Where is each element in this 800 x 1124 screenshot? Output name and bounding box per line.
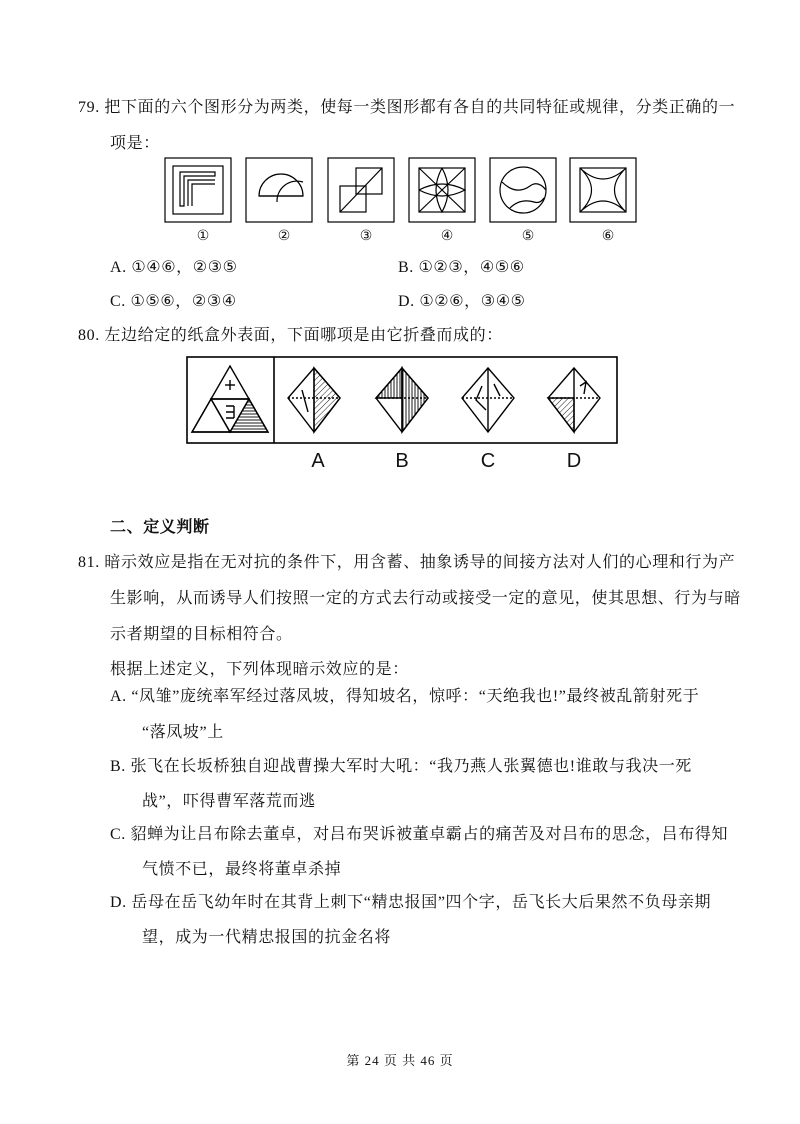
q81-option-d-line2[interactable]: 望，成为一代精忠报国的抗金名将 <box>142 929 392 946</box>
q81-stem-line2: 生影响，从而诱导人们按照一定的方式去行动或接受一定的意见，使其思想、行为与暗 <box>110 590 741 607</box>
q79-figure-label-5: ⑤ <box>521 228 535 244</box>
q79-stem-line1: 79. 把下面的六个图形分为两类，使每一类图形都有各自的共同特征或规律，分类正确的一 <box>78 99 736 116</box>
q79-figure-label-6: ⑥ <box>601 228 615 244</box>
q79-figure-label-4: ④ <box>440 228 454 244</box>
q81-option-a-line1[interactable]: A. “凤雏”庞统率军经过落凤坡，得知坡名，惊呼：“天绝我也!”最终被乱箭射死于 <box>110 688 700 705</box>
q79-figure-4 <box>409 158 475 222</box>
q81-prompt: 根据上述定义，下列体现暗示效应的是： <box>110 661 409 678</box>
q79-figure-5 <box>490 158 556 222</box>
q80-option-d-figure <box>548 368 600 432</box>
q81-option-b-line2[interactable]: 战”，吓得曹军落荒而逃 <box>142 793 316 810</box>
q80-option-b[interactable]: B <box>395 450 409 472</box>
q80-option-d[interactable]: D <box>566 450 582 472</box>
q79-option-c[interactable]: C. ①⑤⑥，②③④ <box>110 293 237 310</box>
q81-option-d-line1[interactable]: D. 岳母在岳飞幼年时在其背上刺下“精忠报国”四个字，岳飞长大后果然不负母亲期 <box>110 894 712 911</box>
q81-option-c-line1[interactable]: C. 貂蝉为让吕布除去董卓，对吕布哭诉被董卓霸占的痛苦及对吕布的思念，吕布得知 <box>110 826 729 843</box>
q79-option-b[interactable]: B. ①②③，④⑤⑥ <box>398 259 525 276</box>
q80-option-a-figure <box>288 368 340 432</box>
section-title: 二、定义判断 <box>110 519 210 536</box>
q81-option-a-line2[interactable]: “落凤坡”上 <box>142 724 224 741</box>
q79-option-a[interactable]: A. ①④⑥，②③⑤ <box>110 259 238 276</box>
q79-stem-line2: 项是： <box>110 135 160 152</box>
q80-given-net <box>192 366 268 432</box>
q79-option-d[interactable]: D. ①②⑥，③④⑤ <box>398 293 526 310</box>
q80-option-a[interactable]: A <box>311 450 325 472</box>
q79-figure-2 <box>246 158 312 222</box>
q79-figure-label-1: ① <box>196 228 210 244</box>
q81-stem-line1: 81. 暗示效应是指在无对抗的条件下，用含蓄、抽象诱导的间接方法对人们的心理和行为产 <box>78 554 736 571</box>
q79-figure-1 <box>165 158 231 222</box>
q81-option-c-line2[interactable]: 气愤不已，最终将董卓杀掉 <box>142 861 342 878</box>
q80-option-b-figure <box>376 368 428 432</box>
q79-figure-label-3: ③ <box>359 228 373 244</box>
page-footer: 第 24 页 共 46 页 <box>346 1053 454 1068</box>
q81-option-b-line1[interactable]: B. 张飞在长坂桥独自迎战曹操大军时大吼：“我乃燕人张翼德也!谁敢与我决一死 <box>110 758 692 775</box>
q79-figure-6 <box>570 158 636 222</box>
q80-figures <box>186 356 618 444</box>
q79-figures <box>160 152 640 227</box>
q80-option-c-figure <box>462 368 514 432</box>
q79-figure-label-2: ② <box>277 228 291 244</box>
q80-option-c[interactable]: C <box>480 450 496 472</box>
q81-stem-line3: 示者期望的目标相符合。 <box>110 626 293 643</box>
q79-figure-3 <box>328 158 394 222</box>
q80-stem: 80. 左边给定的纸盒外表面，下面哪项是由它折叠而成的： <box>78 327 503 344</box>
